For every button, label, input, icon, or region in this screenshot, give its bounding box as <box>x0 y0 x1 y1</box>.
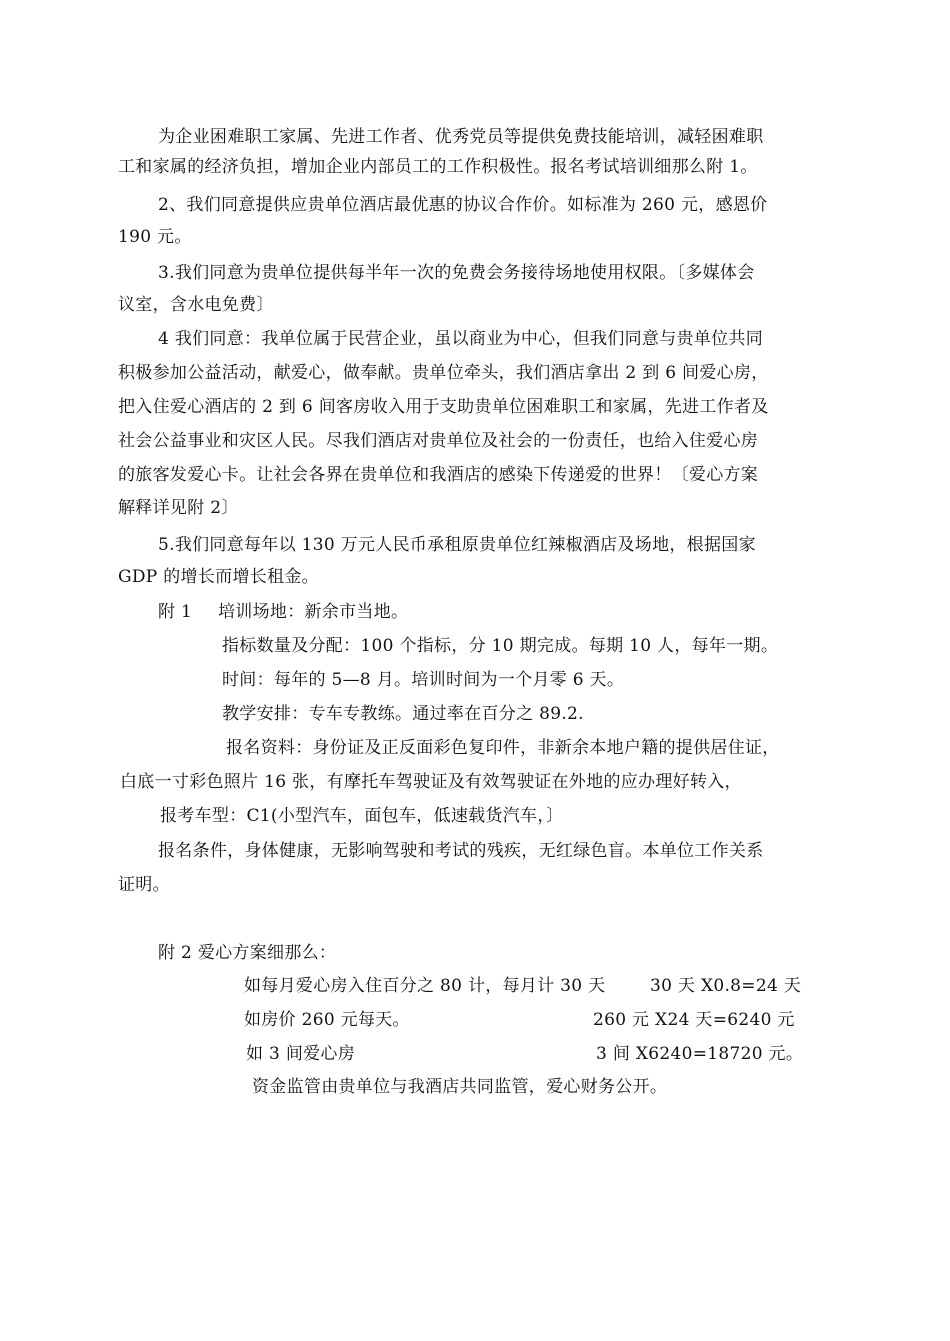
item-3-line-2: 议室，含水电免费〕 <box>118 295 274 315</box>
item-4-line-6: 解释详见附 2〕 <box>118 498 239 518</box>
item-4-line-3: 把入住爱心酒店的 2 到 6 间客房收入用于支助贵单位困难职工和家属，先进工作者及 <box>118 397 769 417</box>
item-5-line-1: 5.我们同意每年以 130 万元人民币承租原贵单位红辣椒酒店及场地，根据国家 <box>158 535 756 555</box>
appendix-2-row-1-calc: 30 天 X0.8=24 天 <box>650 976 802 996</box>
appendix-1-label: 附 1 <box>158 602 193 622</box>
appendix-2-row-2-calc: 260 元 X24 天=6240 元 <box>593 1010 795 1030</box>
appendix-1-conditions-line-1: 报名条件，身体健康，无影响驾驶和考试的残疾，无红绿色盲。本单位工作关系 <box>158 841 764 861</box>
appendix-1-vehicle: 报考车型：C1(小型汽车，面包车，低速载货汽车，〕 <box>160 806 564 826</box>
appendix-1-time: 时间：每年的 5—8 月。培训时间为一个月零 6 天。 <box>222 670 625 690</box>
appendix-2-row-2-desc: 如房价 260 元每天。 <box>244 1010 410 1030</box>
appendix-1-conditions-line-2: 证明。 <box>118 875 170 895</box>
appendix-1-materials-line-2: 白底一寸彩色照片 16 张，有摩托车驾驶证及有效驾驶证在外地的应办理好转入， <box>120 772 742 792</box>
item-4-line-5: 的旅客发爱心卡。让社会各界在贵单位和我酒店的感染下传递爱的世界！〔爱心方案 <box>118 465 759 485</box>
appendix-2-row-3-desc: 如 3 间爱心房 <box>246 1044 356 1064</box>
item-5-line-2: GDP 的增长而增长租金。 <box>118 567 319 587</box>
appendix-2-row-3-calc: 3 间 X6240=18720 元。 <box>596 1044 804 1064</box>
paragraph-1-line-1: 为企业困难职工家属、先进工作者、优秀党员等提供免费技能培训，减轻困难职 <box>158 127 764 147</box>
appendix-2-title: 附 2 爱心方案细那么： <box>158 943 337 963</box>
appendix-1-materials-line-1: 报名资料：身份证及正反面彩色复印件，非新余本地户籍的提供居住证， <box>226 738 780 758</box>
appendix-1-quota: 指标数量及分配：100 个指标，分 10 期完成。每期 10 人，每年一期。 <box>222 636 779 656</box>
appendix-1-teaching: 教学安排：专车专教练。通过率在百分之 89.2. <box>222 704 584 724</box>
item-2-line-2: 190 元。 <box>118 227 192 247</box>
appendix-1-venue: 培训场地：新余市当地。 <box>218 602 409 622</box>
item-4-line-2: 积极参加公益活动，献爱心，做奉献。贵单位牵头，我们酒店拿出 2 到 6 间爱心房， <box>118 363 769 383</box>
appendix-2-row-1-desc: 如每月爱心房入住百分之 80 计，每月计 30 天 <box>244 976 606 996</box>
item-4-line-4: 社会公益事业和灾区人民。尽我们酒店对贵单位及社会的一份责任，也给入住爱心房 <box>118 431 759 451</box>
appendix-2-supervision: 资金监管由贵单位与我酒店共同监管，爱心财务公开。 <box>252 1077 668 1097</box>
item-2-line-1: 2、我们同意提供应贵单位酒店最优惠的协议合作价。如标准为 260 元，感恩价 <box>158 195 768 215</box>
paragraph-1-line-2: 工和家属的经济负担，增加企业内部员工的工作积极性。报名考试培训细那么附 1。 <box>118 157 758 177</box>
item-3-line-1: 3.我们同意为贵单位提供每半年一次的免费会务接待场地使用权限。〔多媒体会 <box>158 263 755 283</box>
item-4-line-1: 4 我们同意：我单位属于民营企业，虽以商业为中心，但我们同意与贵单位共同 <box>158 329 764 349</box>
